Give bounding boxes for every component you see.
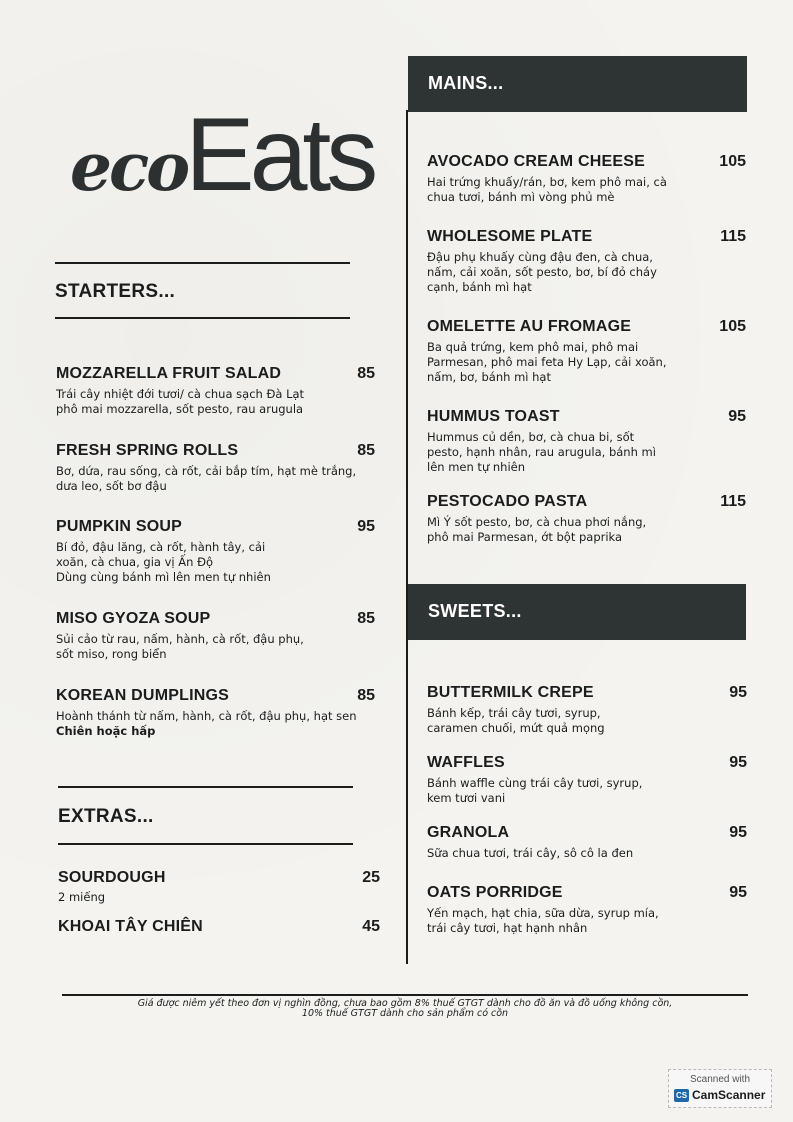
camscanner-brand: CamScanner (692, 1088, 766, 1102)
item-price: 95 (728, 408, 746, 425)
item-name: OMELETTE AU FROMAGE (427, 318, 632, 335)
extras-title: EXTRAS... (58, 806, 154, 827)
description-line: lên men tự nhiên (427, 460, 526, 474)
item-description (427, 250, 746, 295)
description-line: Hai trứng khuấy/rán, bơ, kem phô mai, cà (427, 175, 667, 189)
price-footnote (60, 999, 750, 1019)
ecoeats-logo (70, 96, 374, 213)
description-line: Bơ, dứa, rau sống, cà rốt, cải bắp tím, hạt mè trắng, (56, 464, 357, 478)
starters-bottom-rule (55, 317, 350, 319)
description-line: nấm, cải xoăn, sốt pesto, bơ, bí đỏ cháy (427, 265, 657, 279)
menu-item (58, 869, 380, 905)
item-description (56, 387, 375, 417)
description-line: trái cây tươi, hạt hạnh nhân (427, 921, 588, 935)
item-name: PESTOCADO PASTA (427, 493, 588, 510)
description-line: Parmesan, phô mai feta Hy Lạp, cải xoăn, (427, 355, 667, 369)
item-name: SOURDOUGH (58, 869, 166, 886)
description-line: nấm, bơ, bánh mì hạt (427, 370, 551, 384)
item-price: 85 (357, 610, 375, 627)
camscanner-watermark (668, 1069, 772, 1108)
description-line: Đậu phụ khuấy cùng đậu đen, cà chua, (427, 250, 653, 264)
description-line: Hoành thánh từ nấm, hành, cà rốt, đậu phụ, hạt sen (56, 709, 357, 723)
description-line: kem tươi vani (427, 791, 506, 805)
description-line: phô mai mozzarella, sốt pesto, rau arugula (56, 402, 304, 416)
menu-item (427, 684, 747, 736)
item-name: BUTTERMILK CREPE (427, 684, 594, 701)
description-line: Bí đỏ, đậu lăng, cà rốt, hành tây, cải (56, 540, 266, 554)
item-price: 115 (720, 493, 746, 510)
footnote-line: Giá được niêm yết theo đơn vị nghìn đồng, chưa bao gồm 8% thuế GTGT dành cho đồ ăn và đồ uống không cồn, (137, 998, 673, 1009)
description-line: Hummus củ dền, bơ, cà chua bi, sốt (427, 430, 635, 444)
item-name: PUMPKIN SOUP (56, 518, 182, 535)
description-line: dưa leo, sốt bơ đậu (56, 479, 167, 493)
item-description (427, 706, 747, 736)
logo-eco: eco (70, 128, 188, 206)
item-description (427, 340, 746, 385)
menu-item (427, 318, 746, 385)
item-name: WHOLESOME PLATE (427, 228, 593, 245)
extras-bottom-rule (58, 843, 353, 845)
item-description (56, 464, 375, 494)
description-line: Mì Ý sốt pesto, bơ, cà chua phơi nắng, (427, 515, 647, 529)
item-description (56, 709, 375, 739)
item-price: 115 (720, 228, 746, 245)
menu-item (56, 442, 375, 494)
item-name: GRANOLA (427, 824, 510, 841)
item-price: 45 (362, 918, 380, 935)
menu-item (427, 153, 746, 205)
item-description (427, 430, 746, 475)
mains-title: MAINS... (428, 73, 504, 93)
sweets-title: SWEETS... (428, 601, 522, 621)
item-name: MOZZARELLA FRUIT SALAD (56, 365, 282, 382)
item-name: FRESH SPRING ROLLS (56, 442, 239, 459)
menu-item (427, 228, 746, 295)
item-name: HUMMUS TOAST (427, 408, 560, 425)
column-divider (406, 110, 408, 964)
sweets-banner (408, 584, 746, 640)
starters-title: STARTERS... (55, 281, 176, 302)
description-line-bold: Chiên hoặc hấp (56, 724, 156, 738)
menu-item (427, 754, 747, 806)
menu-item (427, 824, 747, 861)
item-name: WAFFLES (427, 754, 505, 771)
starters-top-rule (55, 262, 350, 264)
description-line: Trái cây nhiệt đới tươi/ cà chua sạch Đà Lạt (56, 387, 305, 401)
description-line: Yến mạch, hạt chia, sữa dừa, syrup mía, (427, 906, 659, 920)
description-line: sốt miso, rong biển (56, 647, 167, 661)
item-description (56, 540, 375, 585)
menu-item (427, 408, 746, 475)
description-line: Dùng cùng bánh mì lên men tự nhiên (56, 570, 271, 584)
item-price: 85 (357, 687, 375, 704)
item-name: OATS PORRIDGE (427, 884, 563, 901)
description-line: Sủi cảo từ rau, nấm, hành, cà rốt, đậu phụ, (56, 632, 304, 646)
description-line: cạnh, bánh mì hạt (427, 280, 532, 294)
item-description (427, 175, 746, 205)
item-price: 105 (719, 318, 746, 335)
item-price: 95 (729, 684, 747, 701)
cs-icon: CS (675, 1091, 688, 1100)
menu-item (427, 884, 747, 936)
item-name: KHOAI TÂY CHIÊN (58, 918, 203, 935)
item-name: MISO GYOZA SOUP (56, 610, 211, 627)
item-description (427, 846, 747, 861)
item-price: 85 (357, 365, 375, 382)
description-line: Ba quả trứng, kem phô mai, phô mai (427, 340, 639, 354)
item-description (58, 890, 380, 905)
item-price: 25 (362, 869, 380, 886)
menu-item (56, 687, 375, 739)
item-description (427, 515, 746, 545)
description-line: xoăn, cà chua, gia vị Ấn Độ (56, 555, 214, 569)
menu-item (56, 610, 375, 662)
item-description (427, 776, 747, 806)
scanned-with-label: Scanned with (689, 1074, 751, 1085)
menu-item (56, 518, 375, 585)
logo-eats: Eats (185, 97, 374, 213)
item-price: 95 (729, 754, 747, 771)
item-price: 95 (729, 884, 747, 901)
menu-item (56, 365, 375, 417)
mains-banner (408, 56, 747, 112)
extras-top-rule (58, 786, 353, 788)
item-price: 95 (357, 518, 375, 535)
description-line: chua tươi, bánh mì vòng phủ mè (427, 190, 615, 204)
menu-item (427, 493, 746, 545)
description-line: pesto, hạnh nhân, rau arugula, bánh mì (427, 445, 656, 459)
menu-item (58, 918, 380, 936)
description-line: phô mai Parmesan, ớt bột paprika (427, 530, 623, 544)
item-price: 105 (719, 153, 746, 170)
item-name: KOREAN DUMPLINGS (56, 687, 229, 704)
description-line: 2 miếng (58, 890, 106, 904)
footer-rule (62, 994, 748, 996)
description-line: Bánh waffle cùng trái cây tươi, syrup, (427, 776, 643, 790)
item-name: AVOCADO CREAM CHEESE (427, 153, 645, 170)
item-price: 95 (729, 824, 747, 841)
description-line: Sữa chua tươi, trái cây, sô cô la đen (427, 846, 634, 860)
item-description (56, 632, 375, 662)
footnote-line: 10% thuế GTGT dành cho sản phẩm có cồn (301, 1008, 509, 1019)
item-price: 85 (357, 442, 375, 459)
description-line: caramen chuối, mứt quả mọng (427, 721, 605, 735)
item-description (427, 906, 747, 936)
description-line: Bánh kếp, trái cây tươi, syrup, (427, 706, 601, 720)
